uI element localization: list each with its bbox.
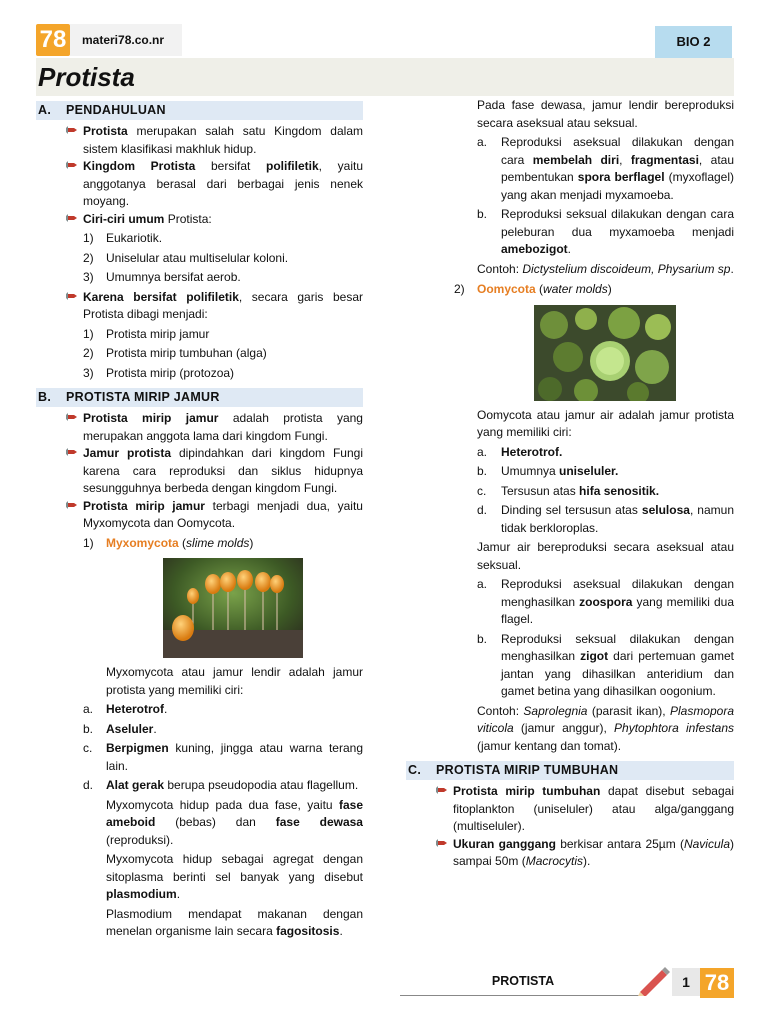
list-item: d. Alat gerak berupa pseudopodia atau flagellum. xyxy=(83,778,359,792)
subheading-oomycota: 2) Oomycota (water molds) xyxy=(454,282,612,296)
example-text: Contoh: Saprolegnia (parasit ikan), Plasmopora viticola (jamur anggur), Phytophtora infestans (jamur kentang dan tomat). xyxy=(477,703,735,753)
myxo-intro: Myxomycota atau jamur lendir adalah jamur protista yang memiliki ciri: xyxy=(106,665,363,697)
oomy-intro: Oomycota atau jamur air adalah jamur protista yang memiliki ciri: xyxy=(477,407,734,439)
site-logo: 78 xyxy=(36,24,70,56)
list-item: a. Heterotrof. xyxy=(83,702,168,716)
page-number: 1 xyxy=(672,968,700,996)
section-a-heading: A. PENDAHULUAN xyxy=(36,101,363,120)
list-item: 1) Eukariotik. xyxy=(83,231,163,245)
pencil-icon xyxy=(636,966,670,996)
pencil-bullet-icon xyxy=(436,786,447,794)
pencil-bullet-icon xyxy=(66,126,77,134)
pencil-bullet-icon xyxy=(66,448,77,456)
list-item: 3) Protista mirip (protozoa) xyxy=(83,365,235,380)
paragraph: Plasmodium mendapat makanan dengan menelan organisme lain secara fagositosis. xyxy=(106,906,363,938)
paragraph: Myxomycota hidup sebagai agregat dengan sitoplasma berinti sel banyak yang disebut plasmodium. xyxy=(106,852,363,901)
list-item: a. Reproduksi aseksual dilakukan dengan menghasilkan zoospora yang memiliki dua flagel. xyxy=(477,577,734,626)
footer-divider xyxy=(400,995,640,996)
list-item: b. Reproduksi seksual dilakukan dengan cara peleburan dua myxamoeba menjadi amebozigot. xyxy=(477,207,734,256)
paragraph: Pada fase dewasa, jamur lendir bereproduksi secara aseksual atau seksual. xyxy=(477,98,734,130)
bullet-mirip-jamur: Protista mirip jamur adalah protista yang merupakan anggota lama dari kingdom Fungi. xyxy=(36,410,363,445)
list-item: b. Aseluler. xyxy=(83,721,157,736)
footer-title: PROTISTA xyxy=(491,974,555,988)
pencil-bullet-icon xyxy=(66,292,77,300)
list-item: a. Heterotrof. xyxy=(477,444,563,459)
list-item: c. Berpigmen kuning, jingga atau warna terang lain. xyxy=(83,741,363,773)
bullet-terbagi: Protista mirip jamur terbagi menjadi dua, yaitu Myxomycota dan Oomycota. xyxy=(36,498,363,533)
list-item: 2) Uniselular atau multiselular koloni. xyxy=(83,250,289,265)
left-column xyxy=(36,101,363,941)
bullet-ciri: Ciri-ciri umum Protista: xyxy=(36,211,363,229)
paragraph: Jamur air bereproduksi secara aseksual atau seksual. xyxy=(477,540,734,572)
bullet-polifiletik: Karena bersifat polifiletik, secara garis besar Protista dibagi menjadi: xyxy=(36,289,363,324)
bullet-kingdom: Kingdom Protista bersifat polifiletik, yaitu anggotanya berasal dari berbagai jenis nenek moyang. xyxy=(36,158,363,211)
slime-mold-photo xyxy=(163,558,303,658)
list-item: 1) Protista mirip jamur xyxy=(83,326,210,341)
list-item: 2) Protista mirip tumbuhan (alga) xyxy=(83,346,267,360)
bullet-protista: Protista merupakan salah satu Kingdom dalam sistem klasifikasi makhluk hidup. xyxy=(36,123,363,158)
list-item: b. Reproduksi seksual dilakukan dengan menghasilkan zigot dari pertemuan gamet jantan yang dihasilkan anteridium dan gamet betina yang dihasilkan oogonium. xyxy=(477,631,734,698)
list-item: a. Reproduksi aseksual dilakukan dengan cara membelah diri, fragmentasi, atau pembentukan spora berflagel (myxoflagel) yang akan menjadi myxamoeba. xyxy=(477,135,735,202)
subheading-myxomycota: 1) Myxomycota (slime molds) xyxy=(83,535,254,550)
bullet-mirip-tumbuhan: Protista mirip tumbuhan dapat disebut sebagai fitoplankton (uniseluler) atau alga/ganggang (multiseluler). xyxy=(406,783,734,836)
bullet-jamur-protista: Jamur protista dipindahkan dari kingdom Fungi karena cara reproduksi dan siklus hidupnya sesungguhnya berbeda dengan kingdom Fungi. xyxy=(36,445,363,498)
page-title: Protista xyxy=(36,58,734,96)
right-column xyxy=(406,97,734,871)
pencil-bullet-icon xyxy=(66,413,77,421)
pencil-bullet-icon xyxy=(66,161,77,169)
pencil-bullet-icon xyxy=(436,839,447,847)
list-item: 3) Umumnya bersifat aerob. xyxy=(83,270,241,284)
list-item: b. Umumnya uniseluler. xyxy=(477,464,619,478)
section-b-heading: B. PROTISTA MIRIP JAMUR xyxy=(36,388,363,407)
example-text: Contoh: Dictystelium discoideum, Physarium sp. xyxy=(477,261,734,276)
list-item: c. Tersusun atas hifa senositik. xyxy=(477,483,660,498)
pencil-bullet-icon xyxy=(66,501,77,509)
site-name: materi78.co.nr xyxy=(70,24,182,56)
pencil-bullet-icon xyxy=(66,214,77,222)
footer-logo: 78 xyxy=(700,968,734,998)
section-c-heading: C. PROTISTA MIRIP TUMBUHAN xyxy=(406,761,734,780)
paragraph: Myxomycota hidup pada dua fase, yaitu fase ameboid (bebas) dan fase dewasa (reproduksi). xyxy=(106,797,363,847)
bullet-ukuran: Ukuran ganggang berkisar antara 25µm (Navicula) sampai 50m (Macrocytis). xyxy=(406,836,734,871)
list-item: d. Dinding sel tersusun atas selulosa, namun tidak berkloroplas. xyxy=(477,503,735,535)
water-mold-photo xyxy=(534,305,676,401)
course-badge: BIO 2 xyxy=(655,26,732,58)
